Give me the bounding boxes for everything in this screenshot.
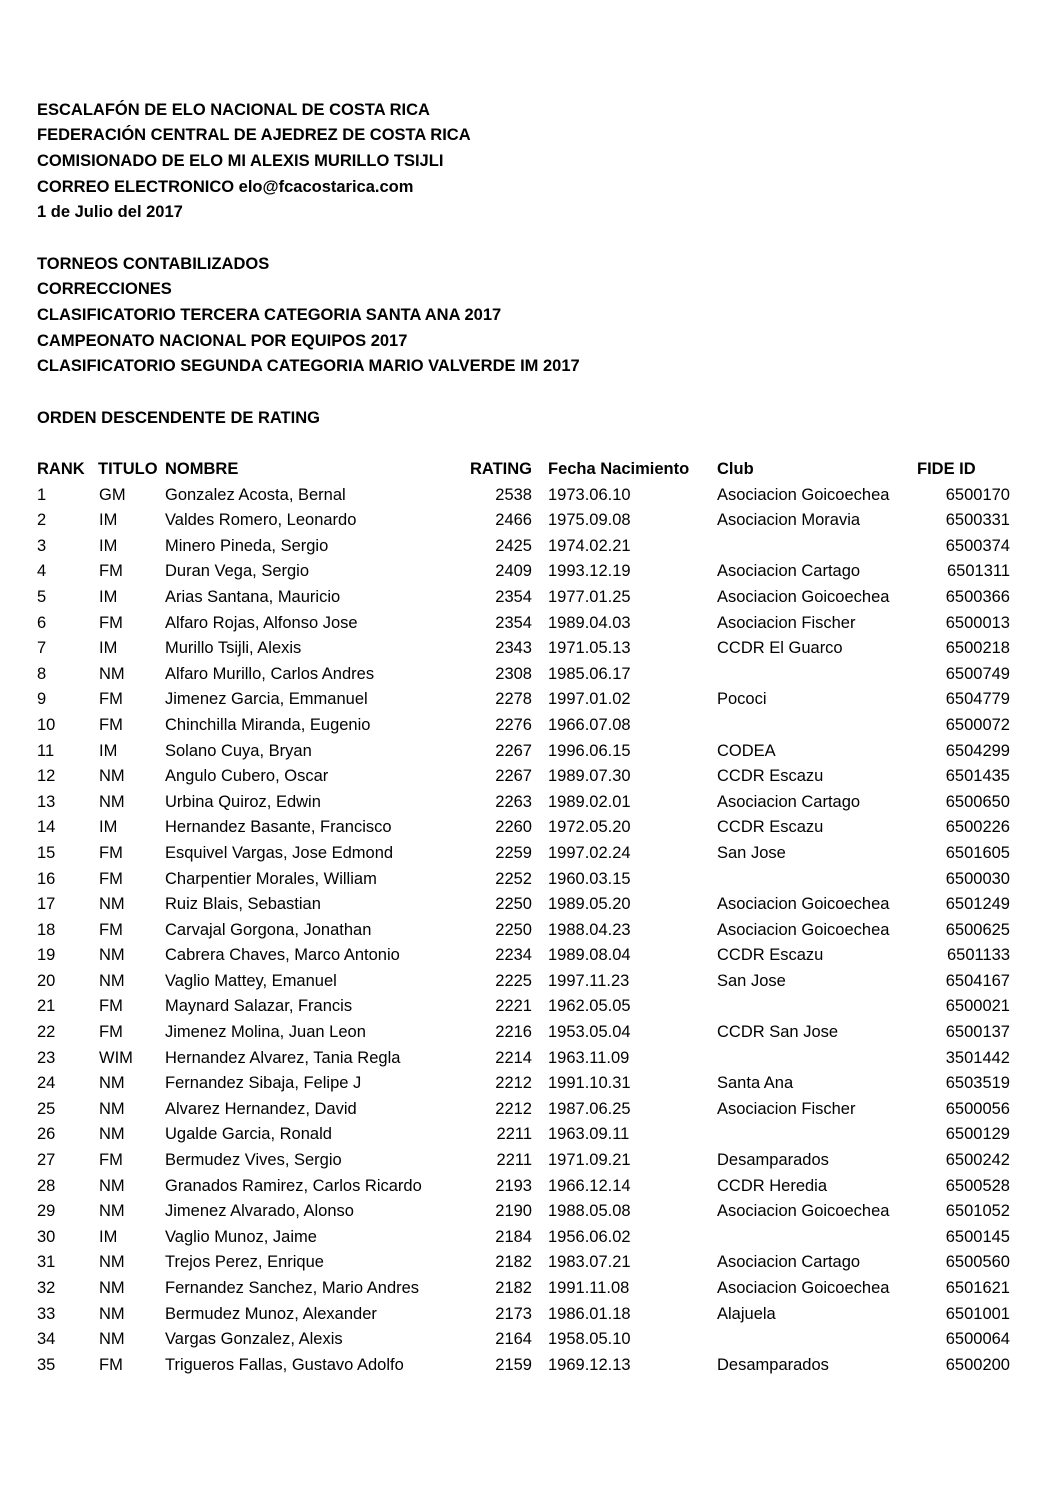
tournaments-heading: TORNEOS CONTABILIZADOS: [37, 255, 270, 273]
cell-name: Vargas Gonzalez, Alexis: [165, 1330, 343, 1349]
cell-name: Bermudez Vives, Sergio: [165, 1151, 342, 1170]
table-row: [0, 1250, 1058, 1276]
cell-birth-date: 1971.09.21: [548, 1151, 631, 1170]
cell-birth-date: 1988.04.23: [548, 920, 631, 939]
cell-name: Minero Pineda, Sergio: [165, 536, 329, 555]
cell-club: CCDR Escazu: [717, 946, 824, 965]
cell-birth-date: 1953.05.04: [548, 1023, 631, 1042]
cell-rating: 2190: [495, 1202, 532, 1221]
cell-club: Desamparados: [717, 1151, 829, 1170]
cell-fide-id: 6500560: [945, 1253, 1010, 1272]
cell-name: Chinchilla Miranda, Eugenio: [165, 715, 371, 734]
cell-club: Asociacion Goicoechea: [717, 920, 890, 939]
cell-club: CCDR Escazu: [717, 767, 824, 786]
cell-name: Jimenez Garcia, Emmanuel: [165, 690, 368, 709]
cell-title: NM: [99, 1099, 125, 1118]
cell-rank: 22: [37, 1023, 56, 1042]
cell-name: Maynard Salazar, Francis: [165, 997, 353, 1016]
cell-club: CCDR Escazu: [717, 818, 824, 837]
cell-rank: 5: [37, 587, 47, 606]
cell-title: FM: [99, 869, 123, 888]
cell-fide-id: 6503519: [945, 1074, 1010, 1093]
cell-rating: 2234: [495, 946, 532, 965]
cell-rating: 2173: [495, 1304, 532, 1323]
cell-club: San Jose: [717, 843, 786, 862]
cell-fide-id: 6500129: [945, 1125, 1010, 1144]
cell-name: Esquivel Vargas, Jose Edmond: [165, 843, 394, 862]
cell-name: Solano Cuya, Bryan: [165, 741, 312, 760]
cell-birth-date: 1997.11.23: [548, 971, 630, 990]
cell-birth-date: 1971.05.13: [548, 639, 631, 658]
cell-name: Hernandez Basante, Francisco: [165, 818, 392, 837]
cell-rank: 19: [37, 946, 56, 965]
cell-name: Arias Santana, Mauricio: [165, 587, 341, 606]
cell-name: Alvarez Hernandez, David: [165, 1099, 357, 1118]
column-header-fide-id: FIDE ID: [917, 460, 976, 478]
cell-rating: 2193: [495, 1176, 532, 1195]
cell-rank: 6: [37, 613, 47, 632]
cell-title: FM: [99, 1355, 123, 1374]
cell-fide-id: 6500226: [945, 818, 1010, 837]
header-line-date: 1 de Julio del 2017: [37, 203, 183, 221]
cell-rank: 30: [37, 1227, 56, 1246]
cell-rank: 25: [37, 1099, 56, 1118]
cell-rating: 2211: [496, 1125, 532, 1144]
table-row: [0, 943, 1058, 969]
cell-club: Alajuela: [717, 1304, 776, 1323]
cell-rank: 8: [37, 664, 47, 683]
cell-title: NM: [99, 1330, 125, 1349]
cell-fide-id: 6500331: [945, 511, 1010, 530]
cell-rating: 2466: [495, 511, 532, 530]
cell-birth-date: 1966.12.14: [548, 1176, 631, 1195]
tournament-item: CORRECCIONES: [37, 280, 172, 298]
cell-rank: 13: [37, 792, 56, 811]
cell-rating: 2182: [495, 1253, 532, 1272]
cell-name: Bermudez Munoz, Alexander: [165, 1304, 377, 1323]
cell-fide-id: 6501621: [945, 1279, 1010, 1297]
column-header-club: Club: [717, 460, 754, 478]
cell-club: Asociacion Goicoechea: [717, 1279, 890, 1297]
cell-title: FM: [99, 843, 123, 862]
table-row: [0, 994, 1058, 1020]
cell-club: Santa Ana: [717, 1074, 794, 1093]
cell-title: NM: [99, 1253, 125, 1272]
cell-rank: 7: [37, 639, 47, 658]
cell-rank: 1: [37, 485, 47, 504]
cell-rating: 2184: [495, 1227, 532, 1246]
cell-title: IM: [99, 511, 118, 530]
cell-fide-id: 6500242: [945, 1151, 1010, 1170]
table-row: [0, 841, 1058, 867]
cell-birth-date: 1963.09.11: [548, 1125, 630, 1144]
cell-rank: 32: [37, 1279, 56, 1297]
column-header-rank: RANK: [37, 460, 85, 478]
cell-fide-id: 6504779: [945, 690, 1010, 709]
table-row: [0, 1174, 1058, 1200]
cell-name: Cabrera Chaves, Marco Antonio: [165, 946, 400, 965]
cell-name: Gonzalez Acosta, Bernal: [165, 485, 346, 504]
cell-title: IM: [99, 536, 118, 555]
cell-birth-date: 1991.11.08: [548, 1279, 630, 1297]
cell-title: NM: [99, 1176, 125, 1195]
table-row: [0, 1302, 1058, 1328]
cell-rank: 31: [37, 1253, 56, 1272]
table-row: [0, 1353, 1058, 1379]
tournament-item: CLASIFICATORIO TERCERA CATEGORIA SANTA ANA 2017: [37, 306, 502, 324]
cell-rank: 20: [37, 971, 56, 990]
table-row: [0, 1046, 1058, 1072]
cell-rank: 24: [37, 1074, 56, 1093]
cell-title: IM: [99, 587, 118, 606]
cell-rank: 10: [37, 715, 56, 734]
cell-rank: 34: [37, 1330, 56, 1349]
cell-birth-date: 1996.06.15: [548, 741, 631, 760]
cell-fide-id: 3501442: [945, 1048, 1010, 1067]
cell-rank: 9: [37, 690, 47, 709]
cell-title: NM: [99, 1279, 125, 1297]
cell-name: Alfaro Rojas, Alfonso Jose: [165, 613, 358, 632]
cell-rating: 2267: [495, 767, 532, 786]
cell-fide-id: 6501052: [945, 1202, 1010, 1221]
table-row: [0, 508, 1058, 534]
cell-fide-id: 6500374: [945, 536, 1010, 555]
cell-birth-date: 1997.01.02: [548, 690, 631, 709]
table-row: [0, 1097, 1058, 1123]
cell-fide-id: 6500013: [945, 613, 1010, 632]
cell-rank: 27: [37, 1151, 56, 1170]
cell-name: Carvajal Gorgona, Jonathan: [165, 920, 372, 939]
cell-birth-date: 1989.05.20: [548, 895, 631, 914]
cell-title: NM: [99, 792, 125, 811]
cell-birth-date: 1977.01.25: [548, 587, 631, 606]
cell-name: Fernandez Sanchez, Mario Andres: [165, 1279, 420, 1297]
cell-birth-date: 1966.07.08: [548, 715, 631, 734]
cell-fide-id: 6504299: [945, 741, 1010, 760]
cell-birth-date: 1997.02.24: [548, 843, 631, 862]
header-line-email: CORREO ELECTRONICO elo@fcacostarica.com: [37, 178, 414, 196]
cell-name: Jimenez Molina, Juan Leon: [165, 1023, 366, 1042]
table-row: [0, 1020, 1058, 1046]
cell-club: CODEA: [717, 741, 776, 760]
cell-title: NM: [99, 971, 125, 990]
cell-rank: 18: [37, 920, 56, 939]
cell-name: Alfaro Murillo, Carlos Andres: [165, 664, 375, 683]
cell-rank: 2: [37, 511, 47, 530]
cell-rating: 2343: [495, 639, 532, 658]
cell-name: Charpentier Morales, William: [165, 869, 377, 888]
cell-birth-date: 1963.11.09: [548, 1048, 630, 1067]
table-row: [0, 764, 1058, 790]
cell-title: NM: [99, 767, 125, 786]
cell-rank: 4: [37, 562, 47, 581]
header-line-federation-ranking: ESCALAFÓN DE ELO NACIONAL DE COSTA RICA: [37, 101, 430, 119]
cell-birth-date: 1989.07.30: [548, 767, 631, 786]
cell-rank: 29: [37, 1202, 56, 1221]
table-row: [0, 662, 1058, 688]
cell-rating: 2214: [495, 1048, 532, 1067]
cell-club: Asociacion Fischer: [717, 1099, 856, 1118]
cell-rank: 26: [37, 1125, 56, 1144]
cell-fide-id: 6500064: [945, 1330, 1010, 1349]
cell-birth-date: 1989.02.01: [548, 792, 631, 811]
cell-rating: 2354: [495, 613, 532, 632]
table-row: [0, 790, 1058, 816]
header-line-commissioner: COMISIONADO DE ELO MI ALEXIS MURILLO TSIJLI: [37, 152, 444, 170]
cell-birth-date: 1986.01.18: [548, 1304, 631, 1323]
cell-fide-id: 6501605: [945, 843, 1010, 862]
cell-rating: 2212: [495, 1099, 532, 1118]
table-row: [0, 636, 1058, 662]
cell-club: Desamparados: [717, 1355, 829, 1374]
cell-name: Hernandez Alvarez, Tania Regla: [165, 1048, 401, 1067]
cell-rank: 21: [37, 997, 56, 1016]
cell-name: Valdes Romero, Leonardo: [165, 511, 357, 530]
cell-club: Asociacion Goicoechea: [717, 1202, 890, 1221]
cell-rank: 28: [37, 1176, 56, 1195]
cell-name: Fernandez Sibaja, Felipe J: [165, 1074, 362, 1093]
cell-birth-date: 1988.05.08: [548, 1202, 631, 1221]
cell-rating: 2211: [496, 1151, 532, 1170]
table-row: [0, 739, 1058, 765]
cell-fide-id: 6501249: [945, 895, 1010, 914]
cell-rating: 2278: [495, 690, 532, 709]
cell-rating: 2250: [495, 895, 532, 914]
cell-birth-date: 1975.09.08: [548, 511, 631, 530]
tournament-item: CLASIFICATORIO SEGUNDA CATEGORIA MARIO VALVERDE IM 2017: [37, 357, 580, 375]
cell-rank: 12: [37, 767, 56, 786]
cell-name: Duran Vega, Sergio: [165, 562, 310, 581]
table-row: [0, 815, 1058, 841]
cell-fide-id: 6500749: [945, 664, 1010, 683]
cell-name: Granados Ramirez, Carlos Ricardo: [165, 1176, 422, 1195]
cell-fide-id: 6501133: [946, 946, 1010, 965]
cell-rank: 14: [37, 818, 56, 837]
cell-birth-date: 1960.03.15: [548, 869, 631, 888]
cell-club: CCDR El Guarco: [717, 639, 843, 658]
cell-title: GM: [99, 485, 126, 504]
cell-rating: 2259: [495, 843, 532, 862]
cell-title: IM: [99, 741, 118, 760]
cell-rank: 35: [37, 1355, 56, 1374]
table-row: [0, 687, 1058, 713]
column-header-title: TITULO: [98, 460, 158, 478]
cell-title: NM: [99, 1125, 125, 1144]
cell-birth-date: 1989.08.04: [548, 946, 631, 965]
cell-birth-date: 1989.04.03: [548, 613, 631, 632]
cell-fide-id: 6500218: [945, 639, 1010, 658]
table-row: [0, 1276, 1058, 1302]
cell-rank: 11: [37, 741, 55, 760]
cell-fide-id: 6501001: [945, 1304, 1010, 1323]
table-row: [0, 1122, 1058, 1148]
tournament-item: CAMPEONATO NACIONAL POR EQUIPOS 2017: [37, 332, 408, 350]
cell-title: FM: [99, 1151, 123, 1170]
cell-rank: 33: [37, 1304, 56, 1323]
cell-club: Asociacion Goicoechea: [717, 587, 890, 606]
cell-title: FM: [99, 1023, 123, 1042]
table-row: [0, 1071, 1058, 1097]
cell-title: FM: [99, 920, 123, 939]
cell-birth-date: 1993.12.19: [548, 562, 631, 581]
cell-title: NM: [99, 1304, 125, 1323]
cell-birth-date: 1969.12.13: [548, 1355, 631, 1374]
cell-title: NM: [99, 946, 125, 965]
cell-title: NM: [99, 664, 125, 683]
cell-club: Asociacion Cartago: [717, 792, 861, 811]
cell-fide-id: 6501435: [945, 767, 1010, 786]
cell-title: FM: [99, 562, 123, 581]
column-header-birth-date: Fecha Nacimiento: [548, 460, 690, 478]
table-row: [0, 969, 1058, 995]
cell-club: Asociacion Fischer: [717, 613, 856, 632]
cell-fide-id: 6500021: [945, 997, 1010, 1016]
cell-name: Urbina Quiroz, Edwin: [165, 792, 321, 811]
table-header-row: [0, 457, 1058, 483]
cell-birth-date: 1962.05.05: [548, 997, 631, 1016]
cell-club: Asociacion Goicoechea: [717, 895, 890, 914]
table-row: [0, 892, 1058, 918]
cell-rating: 2308: [495, 664, 532, 683]
table-body: [0, 483, 1058, 1379]
cell-rating: 2267: [495, 741, 532, 760]
cell-name: Murillo Tsijli, Alexis: [165, 639, 302, 658]
cell-title: IM: [99, 1227, 118, 1246]
table-row: [0, 483, 1058, 509]
cell-name: Vaglio Mattey, Emanuel: [165, 971, 337, 990]
cell-fide-id: 6500625: [945, 920, 1010, 939]
cell-club: Asociacion Cartago: [717, 1253, 861, 1272]
cell-rating: 2216: [495, 1023, 532, 1042]
cell-name: Vaglio Munoz, Jaime: [165, 1227, 317, 1246]
cell-fide-id: 6500650: [945, 792, 1010, 811]
table-row: [0, 611, 1058, 637]
cell-fide-id: 6500137: [945, 1023, 1010, 1042]
cell-birth-date: 1958.05.10: [548, 1330, 631, 1349]
cell-rating: 2250: [495, 920, 532, 939]
cell-rating: 2276: [495, 715, 532, 734]
table-row: [0, 585, 1058, 611]
cell-title: FM: [99, 613, 123, 632]
cell-rank: 23: [37, 1048, 56, 1067]
cell-name: Jimenez Alvarado, Alonso: [165, 1202, 354, 1221]
cell-name: Trejos Perez, Enrique: [165, 1253, 324, 1272]
cell-title: FM: [99, 690, 123, 709]
table-row: [0, 1225, 1058, 1251]
table-row: [0, 867, 1058, 893]
cell-club: Asociacion Goicoechea: [717, 485, 890, 504]
cell-rank: 3: [37, 536, 47, 555]
cell-rank: 15: [37, 843, 56, 862]
cell-rank: 17: [37, 895, 56, 914]
cell-rating: 2159: [495, 1355, 532, 1374]
header-line-federation-name: FEDERACIÓN CENTRAL DE AJEDREZ DE COSTA RICA: [37, 126, 471, 144]
column-header-rating: RATING: [469, 460, 532, 478]
cell-fide-id: 6500072: [945, 715, 1010, 734]
cell-title: IM: [99, 639, 118, 658]
cell-birth-date: 1972.05.20: [548, 818, 631, 837]
table-row: [0, 534, 1058, 560]
cell-birth-date: 1956.06.02: [548, 1227, 631, 1246]
table-row: [0, 1148, 1058, 1174]
cell-rating: 2182: [495, 1279, 532, 1297]
sort-order-label: ORDEN DESCENDENTE DE RATING: [37, 409, 320, 427]
table-row: [0, 559, 1058, 585]
cell-fide-id: 6500200: [945, 1355, 1010, 1374]
cell-rating: 2354: [495, 587, 532, 606]
cell-fide-id: 6500366: [945, 587, 1010, 606]
cell-title: NM: [99, 1202, 125, 1221]
cell-name: Ugalde Garcia, Ronald: [165, 1125, 332, 1144]
cell-fide-id: 6500030: [945, 869, 1010, 888]
cell-title: IM: [99, 818, 118, 837]
cell-title: WIM: [99, 1048, 133, 1067]
table-row: [0, 1327, 1058, 1353]
cell-rating: 2225: [495, 971, 532, 990]
cell-fide-id: 6500170: [945, 485, 1010, 504]
column-header-name: NOMBRE: [165, 460, 239, 478]
cell-title: FM: [99, 715, 123, 734]
cell-fide-id: 6504167: [945, 971, 1010, 990]
cell-rating: 2260: [495, 818, 532, 837]
cell-club: Asociacion Moravia: [717, 511, 861, 530]
cell-club: Asociacion Cartago: [717, 562, 861, 581]
cell-name: Trigueros Fallas, Gustavo Adolfo: [165, 1355, 404, 1374]
cell-rating: 2212: [495, 1074, 532, 1093]
cell-rating: 2538: [495, 485, 532, 504]
cell-rating: 2252: [495, 869, 532, 888]
cell-birth-date: 1974.02.21: [548, 536, 631, 555]
rating-table: [0, 457, 1058, 1378]
cell-club: San Jose: [717, 971, 786, 990]
cell-fide-id: 6500528: [945, 1176, 1010, 1195]
cell-club: CCDR Heredia: [717, 1176, 828, 1195]
cell-name: Ruiz Blais, Sebastian: [165, 895, 321, 914]
cell-rating: 2164: [495, 1330, 532, 1349]
cell-birth-date: 1973.06.10: [548, 485, 631, 504]
cell-fide-id: 6500056: [945, 1099, 1010, 1118]
table-row: [0, 918, 1058, 944]
cell-fide-id: 6501311: [946, 562, 1010, 581]
cell-club: Pococi: [717, 690, 767, 709]
table-row: [0, 713, 1058, 739]
cell-name: Angulo Cubero, Oscar: [165, 767, 329, 786]
cell-rating: 2263: [495, 792, 532, 811]
cell-rating: 2409: [495, 562, 532, 581]
cell-rating: 2221: [495, 997, 532, 1016]
cell-rating: 2425: [495, 536, 532, 555]
cell-rank: 16: [37, 869, 56, 888]
cell-club: CCDR San Jose: [717, 1023, 839, 1042]
table-row: [0, 1199, 1058, 1225]
cell-title: NM: [99, 1074, 125, 1093]
cell-birth-date: 1983.07.21: [548, 1253, 631, 1272]
cell-fide-id: 6500145: [945, 1227, 1010, 1246]
cell-title: FM: [99, 997, 123, 1016]
cell-birth-date: 1991.10.31: [548, 1074, 631, 1093]
cell-birth-date: 1987.06.25: [548, 1099, 631, 1118]
cell-birth-date: 1985.06.17: [548, 664, 631, 683]
cell-title: NM: [99, 895, 125, 914]
